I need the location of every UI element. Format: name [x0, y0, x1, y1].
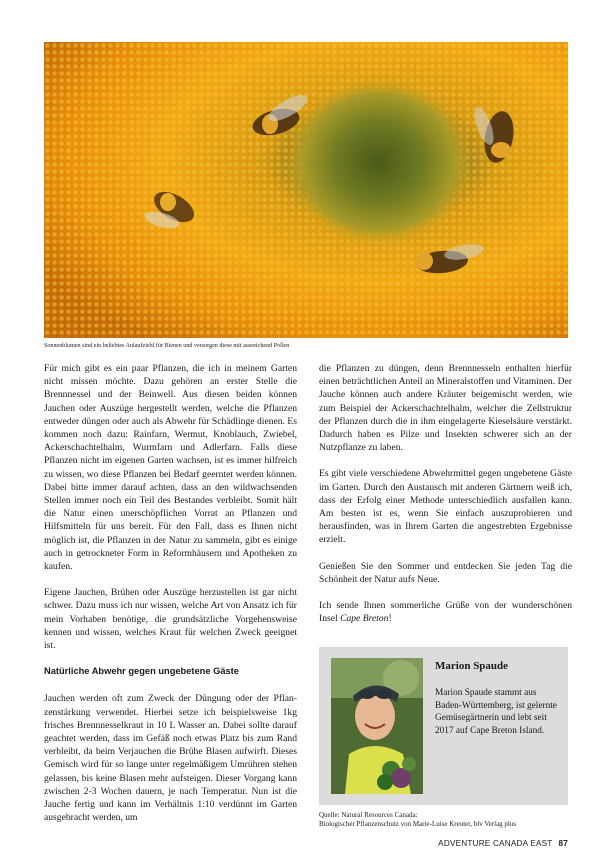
article-column-right	[319, 362, 572, 625]
sunflower-bees-photo	[44, 42, 568, 338]
magazine-name: ADVENTURE CANADA EAST	[438, 839, 553, 848]
paragraph: die Pflanzen zu düngen, denn Brennnesseln enthalten hierfür einen beträchtlichen Anteil an Mineralstoffen und Vitaminen. Der Jauche können auch andere Kräuter beigemischt werden, wie zum Beispiel der Ackerschachtelhalm, welcher die Zellstruktur der Pflanzen durch die in ihm eingelagerte Kieselsäure verstärkt. Dadurch haben es Pilze und Insekten schwerer sich an der Nutzpflanze zu laben.	[319, 363, 572, 454]
author-bio-box	[319, 647, 568, 805]
paragraph: Jauchen werden oft zum Zweck der Düngung oder der Pflanzenstärkung verwendet. Hierbei setze ich beispielsweise 1kg frisches Brennnesselkraut in 10 L Wasser an. Dabei sollte darauf geachtet werden, dass im Gefäß noch etwas Platz bis zum Rand verbleibt, da beim Verjauchen die Brühe Blasen aufwirft. Dieses Gemisch wird für so lange unter regelmäßigem Umrühren stehen gelassen, bis keine Blasen mehr aufsteigen. Dieser Vorgang kann zwischen 2-3 Wochen dauern, je nach Temperatur. Nun ist die Jauche fertig und kann im Verhältnis 1:10 verdünnt im Garten ausgebracht werden, um	[44, 693, 297, 824]
paragraph: Es gibt viele verschiedene Abwehrmittel gegen ungebetene Gäste im Garten. Durch den Austausch mit anderen Gärtnern weiß ich, dass der Erfolg einer Methode unterschiedlich ausfallen kann. Am besten ist es, wenn Sie einfach auszuprobieren und herausfinden, was in Ihrem Garten die angestrebten Ergebnisse erzielt.	[319, 468, 572, 546]
source-note	[319, 811, 579, 829]
paragraph: Genießen Sie den Sommer und entdecken Sie jeden Tag die Schönheit der Natur aufs Neue.	[319, 560, 572, 585]
paragraph: Eigene Jauchen, Brühen oder Auszüge herzustellen ist gar nicht schwer. Dazu muss ich nur wissen, welche Art von Ansatz ich für mein Vorhaben benötige, die grundsätzliche Vorgehensweise kennen und wissen, welches Kraut für welchen Zweck geeignet ist.	[44, 587, 297, 652]
author-description: Marion Spaude stammt aus Baden-Württemberg, ist gelernte Gemüsegärtnerin und lebt seit 2017 auf Cape Breton Island.	[435, 688, 557, 736]
source-line: Quelle: Natural Resources Canada:	[319, 811, 418, 819]
page-number: 87	[558, 839, 568, 848]
page-footer	[438, 839, 568, 848]
paragraph: Für mich gibt es ein paar Pflanzen, die ich in meinem Garten nicht missen möchte. Dazu gehören an erster Stelle die Brennnessel und der Beinwell. Aus diesen beiden können Jauchen oder Auszüge hergestellt werden, welche die Pflanzen entweder düngen oder auch als Abwehr für Schädlinge dienen. Es kommen noch dazu: Rainfarn, Wermut, Knoblauch, Zwiebel, Ackerschachtelhalm, Wurmfarn und Adlerfarn. Falls diese Pflanzen nicht im eigenen Garten wachsen, ist es immer hilfreich zu wissen, wo diese Pflanzen bei Bedarf geerntet werden können. Dabei bitte immer darauf achten, dass an den wildwachsenden Stellen immer noch ein Teil des Bestandes verbleibt. Somit hält die Natur einen unerschöpflichen Vorrat an Pflanzen und Hilfsmitteln für uns bereit. Für den Fall, dass es Ihnen nicht möglich ist, die Pflanzen in der Natur zu sammeln, gibt es einige auch in getrockneter Form in Reformhäusern und Apotheken zu kaufen.	[44, 363, 297, 573]
article-column-left	[44, 362, 297, 825]
closing-paragraph: Ich sende Ihnen sommerliche Grüße von der wunderschönen Insel Cape Breton!	[319, 600, 572, 625]
place-name: Cape Breton	[340, 613, 389, 625]
photo-caption: Sonnenblumen sind ein beliebtes Anlaufziehl für Bienen und versorgen diese mit ausreichend Pollen	[44, 343, 290, 349]
author-photo	[331, 658, 423, 794]
author-name: Marion Spaude	[435, 660, 509, 672]
section-heading: Natürliche Abwehr gegen ungebetene Gäste	[44, 666, 239, 677]
source-line: Biologischer Pflanzenschutz von Marie-Luise Kreuter, blv Verlag plus	[319, 820, 517, 829]
